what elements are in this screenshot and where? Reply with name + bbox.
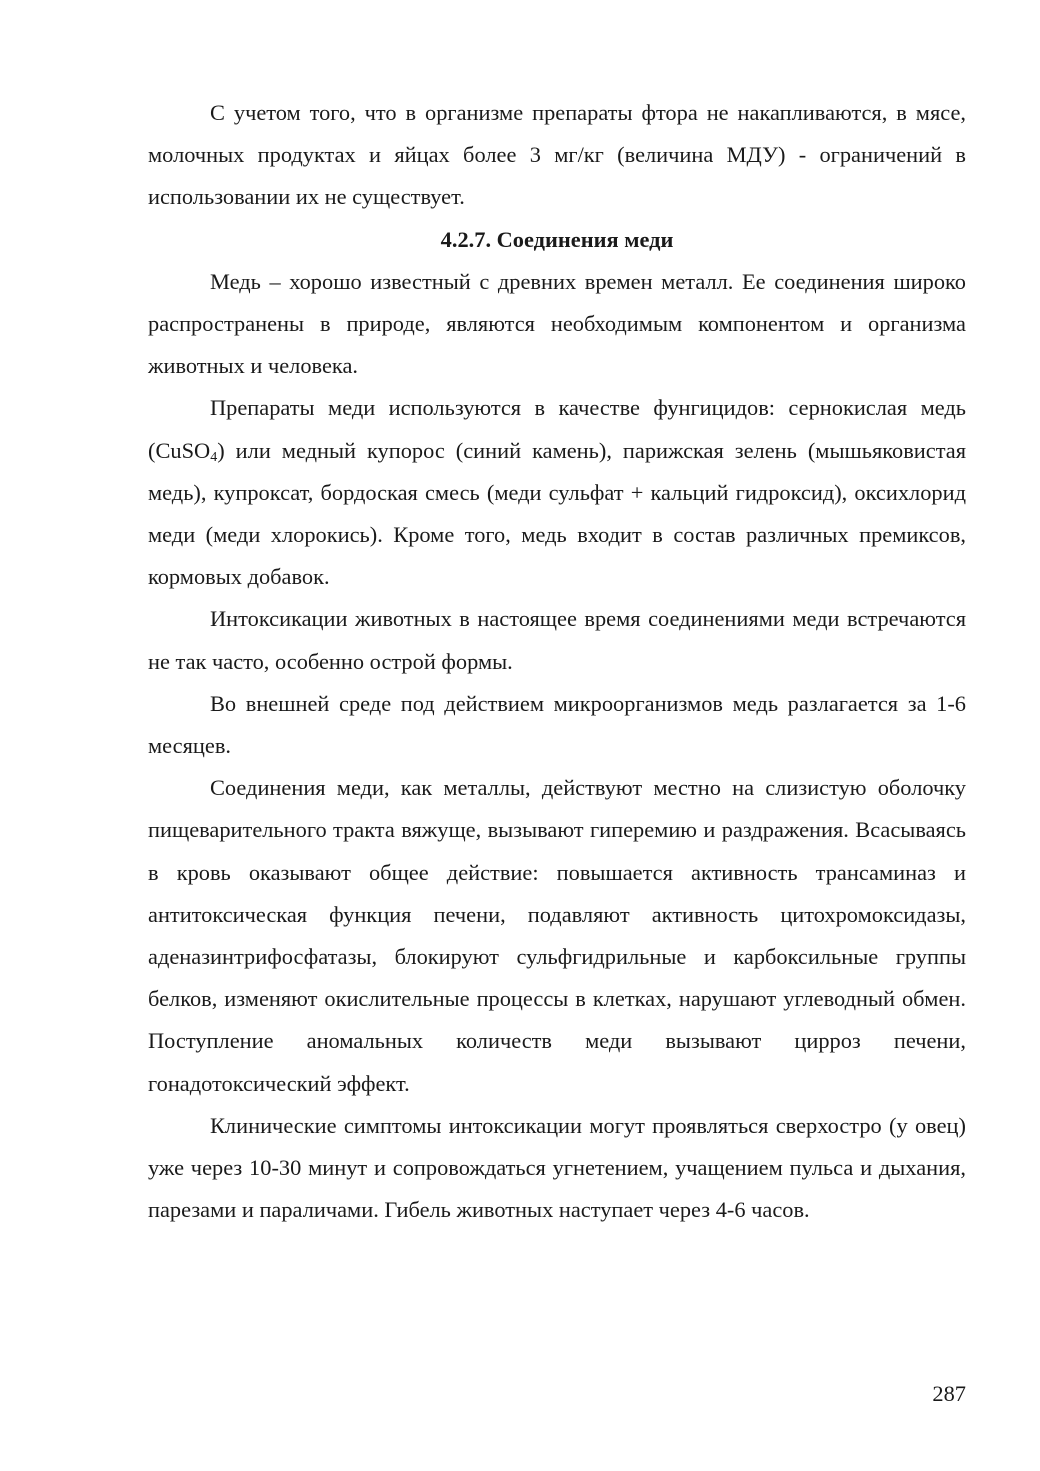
paragraph-clinical-symptoms: Клинические симптомы интоксикации могут проявляться сверхостро (у овец) уже через 10-30 минут и сопровождаться угнетением, учащением пульса и дыхания, парезами и параличами. Гибель животных наступает через 4-6 часов. <box>148 1112 966 1223</box>
paragraph-copper-preparations-end: ) или медный купорос (синий камень), парижская зелень (мышьяковистая медь), купроксат, бордоская смесь (меди сульфат + кальций гидроксид), оксихлорид меди (меди хлорокись). Кроме того, медь входит в состав различных премиксов, кормовых добавок. <box>148 437 966 590</box>
paragraph-copper-preparations-start: Препараты меди используются в качестве фунгицидов: сернокислая медь ( <box>148 395 966 463</box>
section-heading: 4.2.7. Соединения меди <box>440 226 674 252</box>
paragraph-environment-decomposition: Во внешней среде под действием микроорганизмов медь разлагается за 1-6 месяцев. <box>148 690 966 759</box>
paragraph-intoxication-frequency: Интоксикации животных в настоящее время соединениями меди встречаются не так часто, особенно острой формы. <box>148 606 966 674</box>
copper-sulfate-formula <box>155 438 217 463</box>
formula-base: CuSO <box>155 437 211 463</box>
paragraph-copper-preparations <box>148 387 966 598</box>
paragraph-copper-intro: Медь – хорошо известный с древних времен металл. Ее соединения широко распространены в природе, являются необходимым компонентом и организма животных и человека. <box>148 268 966 379</box>
page-number: 287 <box>932 1381 966 1406</box>
paragraph-copper-action: Соединения меди, как металлы, действуют местно на слизистую оболочку пищеварительного тракта вяжуще, вызывают гиперемию и раздражения. Всасываясь в кровь оказывают общее действие: повышается активность трансаминаз и антитоксическая функция печени, подавляют активность цитохромоксидазы, аденазинтрифосфатазы, блокируют сульфгидрильные и карбоксильные группы белков, изменяют окислительные процессы в клетках, нарушают углеводный обмен. Поступление аномальных количеств меди вызывают цирроз печени, гонадотоксический эффект. <box>148 775 966 1096</box>
formula-subscript: 4 <box>210 449 218 465</box>
document-page <box>148 92 966 1231</box>
paragraph-fluorine-conclusion: С учетом того, что в организме препараты фтора не накапливаются, в мясе, молочных продуктах и яйцах более 3 мг/кг (величина МДУ) - ограничений в использовании их не существует. <box>148 100 966 210</box>
